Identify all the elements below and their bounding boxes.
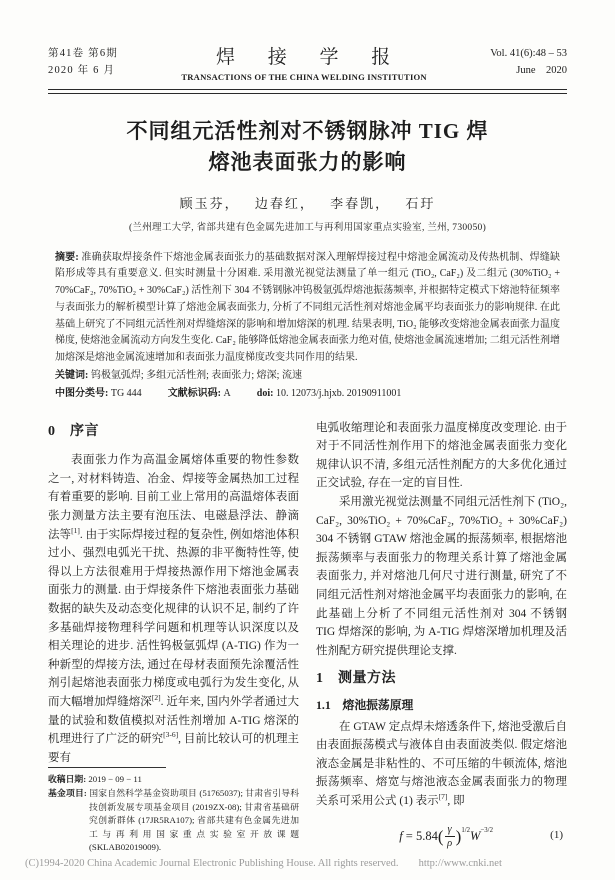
section-0-heading: 0 序言 [48, 423, 99, 439]
right-paragraph-1: 电弧收缩理论和表面张力温度梯度改变理论. 由于对于不同活性剂作用下的熔池金属表面张力变化规律认识不清, 多组元活性剂配方的大多优化通过正交试验, 存在一定的盲目性. [316, 421, 567, 490]
formula-f: f [399, 828, 403, 843]
formula-coeff: = 5.84 [402, 828, 438, 843]
page-footer [25, 858, 502, 869]
intro-paragraph: 表面张力作为高温金属熔体重要的物性参数之一, 对材料铸造、冶金、焊接等金属热加工过程有着重要的影响. 目前工业上常用的高温熔体表面张力测量方法主要有泡压法、电磁悬浮法、静滴法等[1]. 由于实际焊接过程的复杂性, 例如熔池体积过小、强烈电弧光干扰、热源的非平衡特性等, 使得以上方法很难用于焊接热源作用下熔池金属表面张力的测量. 由于焊接条件下熔池表面张力基础数据的缺失及动态变化规律的认识不足, 制约了许多基础焊接物理科学问题和机理等认识深度以及相关理论的进步. 活性钨极氩弧焊 (A-TIG) 作为一种新型的焊接方法, 通过在母材表面预先涂覆活性剂引起熔池表面张力梯度或电弧行为发生变化, 从而大幅增加焊缝熔深[2]. 近年来, 国内外学者通过大量的试验和数值模拟对活性剂增加 A-TIG 熔深的机理进行了广泛的研究[3-6], 目前比较认可的机理主要有 [48, 454, 300, 764]
abstract-label: 摘要: [55, 251, 79, 263]
formula-denominator: ρ [447, 838, 453, 850]
copyright-text: (C)1994-2020 China Academic Journal Electronic Publishing House. All rights reserved. [25, 858, 399, 869]
formula-numerator: γ [445, 824, 455, 837]
formula-w-exponent: −3/2 [480, 826, 493, 834]
formula-fraction [445, 824, 455, 849]
journal-name-block [118, 42, 490, 82]
right-paragraph-2: 采用激光视觉法测量不同组元活性剂下 (TiO₂, CaF₂, 30%TiO₂ + 70%CaF₂, 70%TiO₂ + 30%CaF₂) 304 不锈钢 GTAW 熔池金属的振荡频率, 根据熔池振荡频率与表面张力的物理关系计算了熔池金属表面张力, 并对熔池几何尺寸进行测量, 研究了不同组元活性剂对熔池金属平均表面张力的影响, 在此基础上分析了不同组元活性剂对 304 不锈钢 TIG 焊熔深的影响, 为 A-TIG 焊熔深增加机理及活性剂配方研究提供理论支撑. [316, 496, 567, 657]
formula-w: W [470, 828, 481, 843]
authors-line: 顾玉芬， 边春红， 李春凯， 石玗 [179, 195, 436, 211]
keywords-line [55, 368, 560, 385]
funding-note [48, 787, 299, 855]
issue-info-cn [48, 45, 118, 79]
volume-issue-cn: 第41卷 第6期 [48, 48, 118, 59]
body-columns [48, 419, 567, 853]
abstract-paragraph [55, 250, 560, 368]
formula-paren-open: ( [437, 826, 444, 846]
clc-label: 中图分类号: [55, 387, 109, 399]
funding-label: 基金项目: [48, 787, 87, 798]
received-label: 收稿日期: [48, 774, 87, 785]
doi-label: doi: [256, 387, 274, 399]
footnote-block [48, 767, 299, 855]
affiliation-line: (兰州理工大学, 省部共建有色金属先进加工与再利用国家重点实验室, 兰州, 730050) [128, 222, 487, 233]
section-1-heading: 1 测量方法 [316, 671, 396, 687]
equation-number: (1) [550, 829, 563, 842]
doi-value: 10. 12073/j.hjxb. 20190911001 [273, 387, 402, 399]
journal-header [48, 42, 567, 82]
equation-row [316, 822, 567, 850]
formula-equation [342, 822, 550, 850]
section-1-1-heading: 1.1 熔池振荡原理 [316, 697, 414, 712]
oscillation-paragraph: 在 GTAW 定点焊未熔透条件下, 熔池受激后自由表面振荡模式与液体自由表面波类似. 假定熔池液态金属是非粘性的、不可压缩的牛顿流体, 熔池振荡频率、熔宽与熔池液态金属表面张力的物理关系可采用公式 (1) 表示[7], 即 [316, 720, 567, 807]
footnote-divider [48, 767, 166, 768]
classification-line [55, 386, 560, 403]
abstract-block [48, 250, 567, 403]
paper-title-line1: 不同组元活性剂对不锈钢脉冲 TIG 焊 [126, 118, 489, 143]
volume-issue-en: Vol. 41(6):48 – 53 [490, 48, 567, 59]
cnki-url: http://www.cnki.net [418, 858, 502, 869]
doc-code-value: A [221, 387, 231, 399]
received-value: 2019 − 09 − 11 [86, 774, 142, 785]
funding-value: 国家自然科学基金资助项目 (51765037); 甘肃省引导科技创新发展专项基金项目 (2019ZX-08); 甘肃省基础研究创新群体 (17JR5RA107); 省部共建有色金属先进加工与再利用国家重点实验室开放课题 (SKLAB02019009). [86, 787, 299, 853]
abstract-text: 准确获取焊接条件下熔池金属表面张力的基础数据对深入理解焊接过程中熔池金属流动及传热机制、焊缝缺陷形成等具有重要意义. 但实时测量十分困难. 采用激光视觉法测量了单一组元 (TiO₂, CaF₂) 及二组元 (30%TiO₂ + 70%CaF₂, 70%TiO₂ + 30%CaF₂) 活性剂下 304 不锈钢脉冲钨极氩弧焊熔池振荡频率, 并根据特定模式下熔池特征频率与表面张力的解析模型计算了熔池金属表面张力, 分析了不同组元活性剂对熔池金属平均表面张力的影响规律. 在此基础上研究了不同组元活性剂对焊缝熔深的影响和增加熔深的机理. 结果表明, TiO₂ 能够改变熔池金属表面张力温度梯度, 使熔池金属流动方向发生变化. CaF₂ 能够降低熔池金属表面张力绝对值, 使熔池金属流速增加; 二组元活性剂增加熔深是熔池金属流速增加和表面张力温度梯度改变共同作用的结果. [55, 251, 561, 364]
received-date-line [48, 773, 299, 787]
header-divider [48, 89, 567, 94]
journal-title-cn: 焊 接 学 报 [215, 47, 393, 68]
keywords-text: 钨极氩弧焊; 多组元活性剂; 表面张力; 熔深; 流速 [88, 370, 302, 382]
journal-title-en: TRANSACTIONS OF THE CHINA WELDING INSTITUTION [181, 72, 427, 82]
left-column [48, 419, 300, 853]
paper-title [48, 116, 567, 178]
clc-value: TG 444 [108, 387, 142, 399]
issue-info-en [490, 45, 567, 79]
paper-title-line2: 熔池表面张力的影响 [208, 149, 407, 174]
formula-paren-close: ) [455, 826, 462, 846]
formula-paren-exponent: 1/2 [461, 826, 471, 834]
date-cn: 2020 年 6 月 [48, 65, 116, 76]
keywords-label: 关键词: [55, 370, 89, 382]
date-en: June 2020 [516, 65, 567, 76]
doc-code-label: 文献标识码: [167, 387, 222, 399]
right-column [316, 419, 567, 850]
